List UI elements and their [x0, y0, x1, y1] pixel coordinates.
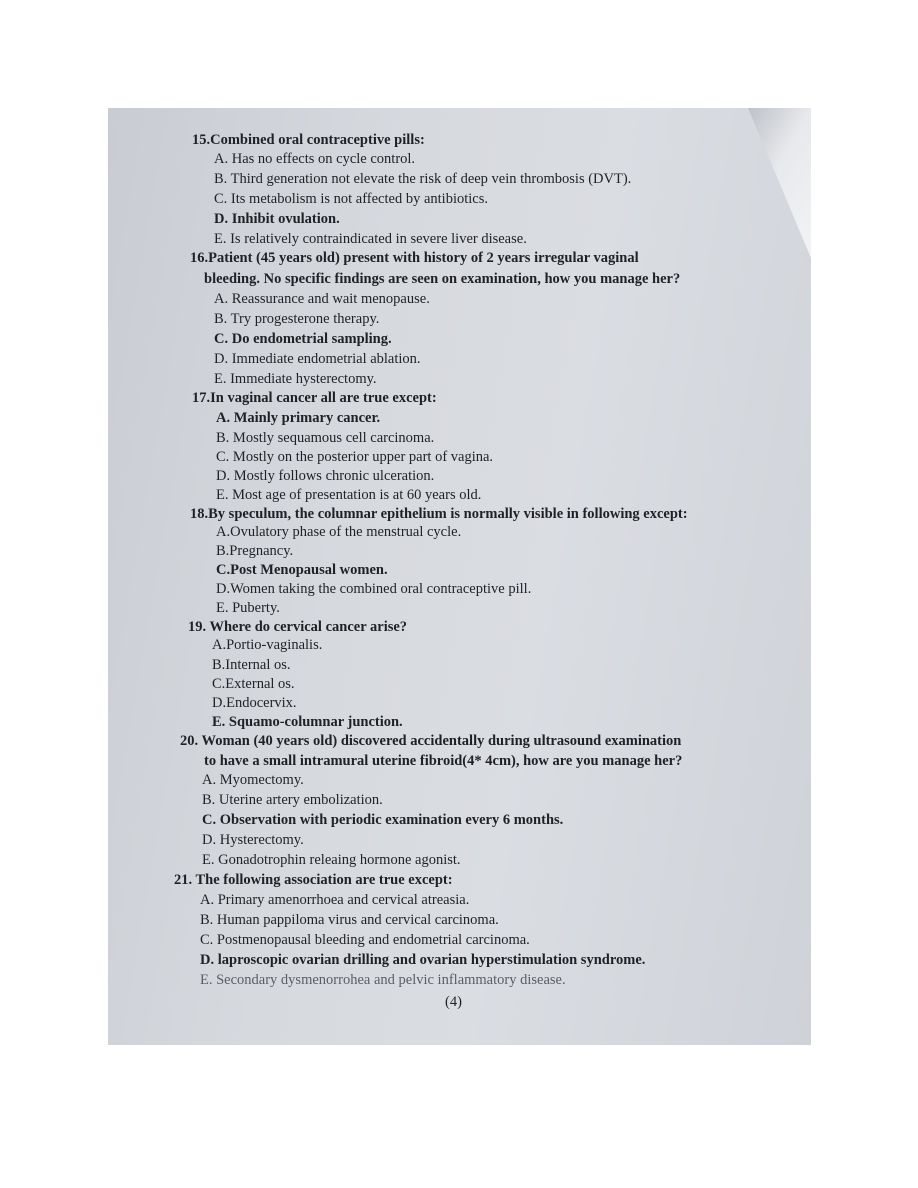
q21-option-c: C. Postmenopausal bleeding and endometrial carcinoma.: [200, 932, 530, 948]
question-15-stem: 15.Combined oral contraceptive pills:: [192, 132, 425, 148]
q21-option-a: A. Primary amenorrhoea and cervical atreasia.: [200, 892, 470, 908]
question-20-stem: 20. Woman (40 years old) discovered accidentally during ultrasound examination: [180, 733, 682, 749]
page-number: (4): [445, 994, 462, 1010]
q20-option-c: C. Observation with periodic examination every 6 months.: [202, 812, 564, 828]
exam-page-photo: [108, 108, 811, 1045]
q18-option-c: C.Post Menopausal women.: [216, 562, 388, 578]
q20-option-b: B. Uterine artery embolization.: [202, 792, 383, 808]
q19-option-b: B.Internal os.: [212, 657, 291, 673]
question-16-stem-cont: bleeding. No specific findings are seen on examination, how you manage her?: [204, 271, 681, 287]
q20-option-e: E. Gonadotrophin releaing hormone agonist.: [202, 852, 461, 868]
q19-option-e: E. Squamo-columnar junction.: [212, 714, 403, 730]
q18-option-d: D.Women taking the combined oral contraceptive pill.: [216, 581, 532, 597]
q21-option-b: B. Human pappiloma virus and cervical carcinoma.: [200, 912, 499, 928]
q20-option-a: A. Myomectomy.: [202, 772, 304, 788]
q17-option-c: C. Mostly on the posterior upper part of vagina.: [216, 449, 494, 465]
q16-option-e: E. Immediate hysterectomy.: [214, 371, 377, 387]
q19-option-a: A.Portio-vaginalis.: [212, 637, 323, 653]
q18-option-a: A.Ovulatory phase of the menstrual cycle.: [216, 524, 462, 540]
q16-option-a: A. Reassurance and wait menopause.: [214, 291, 430, 307]
q17-option-a: A. Mainly primary cancer.: [216, 410, 381, 426]
q21-option-e: E. Secondary dysmenorrohea and pelvic inflammatory disease.: [200, 972, 566, 988]
q17-option-e: E. Most age of presentation is at 60 years old.: [216, 487, 482, 503]
q17-option-b: B. Mostly sequamous cell carcinoma.: [216, 430, 435, 446]
q16-option-d: D. Immediate endometrial ablation.: [214, 351, 421, 367]
q15-option-a: A. Has no effects on cycle control.: [214, 151, 416, 167]
q19-option-d: D.Endocervix.: [212, 695, 297, 711]
q15-option-b: B. Third generation not elevate the risk of deep vein thrombosis (DVT).: [214, 171, 632, 187]
question-20-stem-cont: to have a small intramural uterine fibroid(4* 4cm), how are you manage her?: [204, 753, 683, 769]
q20-option-d: D. Hysterectomy.: [202, 832, 304, 848]
q21-option-d: D. laproscopic ovarian drilling and ovarian hyperstimulation syndrome.: [200, 952, 646, 968]
q19-option-c: C.External os.: [212, 676, 295, 692]
q18-option-e: E. Puberty.: [216, 600, 280, 616]
q16-option-c: C. Do endometrial sampling.: [214, 331, 392, 347]
q15-option-e: E. Is relatively contraindicated in severe liver disease.: [214, 231, 527, 247]
question-16-stem: 16.Patient (45 years old) present with history of 2 years irregular vaginal: [190, 250, 639, 266]
question-19-stem: 19. Where do cervical cancer arise?: [188, 619, 408, 635]
question-21-stem: 21. The following association are true except:: [174, 872, 453, 888]
q17-option-d: D. Mostly follows chronic ulceration.: [216, 468, 435, 484]
q18-option-b: B.Pregnancy.: [216, 543, 294, 559]
question-18-stem: 18.By speculum, the columnar epithelium is normally visible in following except:: [190, 506, 688, 522]
q15-option-d: D. Inhibit ovulation.: [214, 211, 340, 227]
q16-option-b: B. Try progesterone therapy.: [214, 311, 380, 327]
exam-text: [108, 108, 811, 1045]
question-17-stem: 17.In vaginal cancer all are true except:: [192, 390, 437, 406]
q15-option-c: C. Its metabolism is not affected by antibiotics.: [214, 191, 488, 207]
